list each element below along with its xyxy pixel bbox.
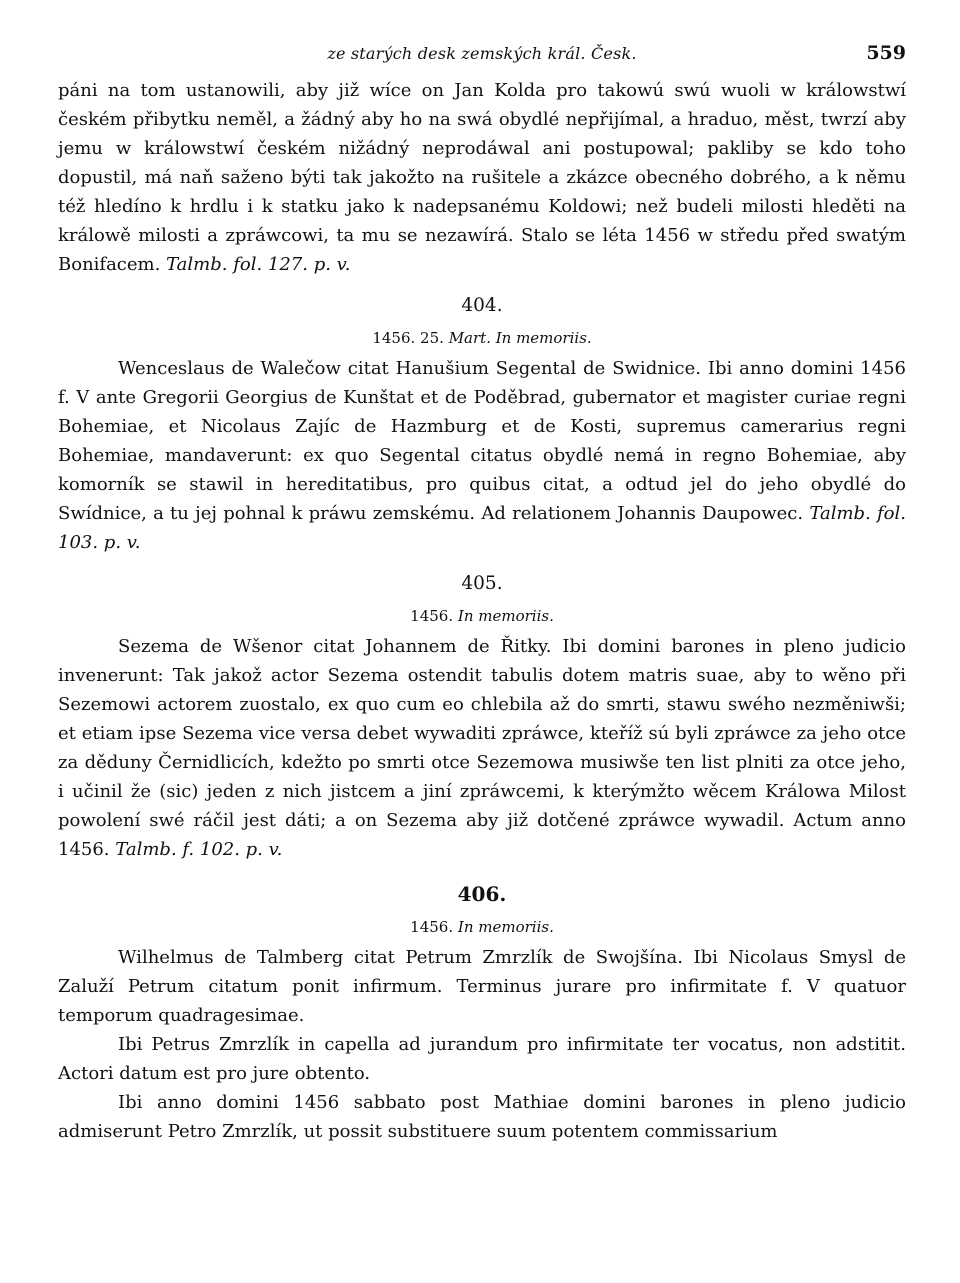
entry-404 (58, 291, 906, 557)
running-title: ze starých desk zemských král. Česk. (327, 44, 637, 63)
entry-date (58, 915, 906, 939)
entry-paragraph: Wilhelmus de Talmberg citat Petrum Zmrzlík de Swojšína. Ibi Nicolaus Smysl de Zaluží Petrum citatum ponit infirmum. Terminus jurare pro infirmitate f. V quatuor temporum quadragesimae. (58, 947, 906, 1026)
entry-date-year: 1456. (410, 918, 454, 936)
entry-date (58, 604, 906, 628)
entry-paragraph: Ibi anno domini 1456 sabbato post Mathiae domini barones in pleno judicio admiserunt Petro Zmrzlík, ut possit substituere suum potentem commissarium (58, 1092, 906, 1142)
entry-paragraph (58, 354, 906, 557)
entry-reference: Talmb. f. 102. p. v. (115, 839, 283, 860)
entry-405 (58, 569, 906, 864)
entry-date-note: In memoriis. (457, 607, 554, 625)
entry-date-note: In memoriis. (457, 918, 554, 936)
entry-number: 404. (461, 295, 503, 316)
entry-number: 406. (457, 882, 507, 906)
entry-date-year: 1456. 25. (372, 329, 444, 347)
entry-number: 405. (461, 573, 503, 594)
entry-paragraph: Ibi Petrus Zmrzlík in capella ad jurandum pro infirmitate ter vocatus, non adstitit. Actori datum est pro jure obtento. (58, 1034, 906, 1084)
entry-paragraph (58, 632, 906, 864)
document-page (58, 38, 906, 1146)
page-number: 559 (866, 42, 906, 64)
intro-text: páni na tom ustanowili, aby již wíce on Jan Kolda pro takowú swú wuoli w králowstwí českém přibytku neměl, a žádný aby ho na swá obydlé nepřijímal, a hraduo, měst, twrzí aby jemu w králowstwí českém nižádný neprodáwal ani postupowal; pakliby se kdo toho dopustil, má naň saženo býti tak jakožto na rušitele a zkázce obecného dobrého, a k němu též hledíno k hrdlu i k statku jako k nadepsanému Koldowi; než budeli milosti hleděti na králowě milosti a zpráwcowi, ta mu se nezawírá. Stalo se léta 1456 w středu před swatým Bonifacem. (58, 80, 906, 275)
intro-paragraph (58, 76, 906, 279)
running-head (58, 38, 906, 76)
entry-date-year: 1456. (410, 607, 454, 625)
entry-text: Sezema de Wšenor citat Johannem de Řitky. Ibi domini barones in pleno judicio invenerunt: Tak jakož actor Sezema ostendit tabulis dotem matris suae, aby to wěno při Sezemowi actorem zuostalo, ex quo cum eo chlebila až do smrti, stawu swého nezměniwši; et etiam ipse Sezema vice versa debet wywaditi zpráwce, kteříž sú byli zpráwce za jeho otce za děduny Černidlicích, kdežto po smrti otce Sezemowa musiwše ten list plniti za otce jeho, i učinil že (sic) jeden z nich jistcem a jiní zpráwcemi, k kterýmžto wěcem Králowa Milost powolení swé ráčil jest dáti; a on Sezema aby již dotčené zpráwce wywadil. Actum anno 1456. (58, 636, 906, 860)
entry-406 (58, 880, 906, 1146)
entry-reference: Talmb. fol. 103. p. v. (58, 503, 906, 553)
intro-reference: Talmb. fol. 127. p. v. (166, 254, 351, 275)
entry-date-note: Mart. In memoriis. (448, 329, 592, 347)
entry-text: Wenceslaus de Walečow citat Hanušium Segental de Swidnice. Ibi anno domini 1456 f. V ante Gregorii Georgius de Kunštat et de Poděbrad, gubernator et magister curiae regni Bohemiae, et Nicolaus Zajíc de Hazmburg et de Kosti, supremus camerarius regni Bohemiae, mandaverunt: ex quo Segental citatus obydlé nemá in regno Bohemiae, aby komorník se stawil in hereditatibus, pro quibus citat, a odtud jel do jeho obydlé do Swídnice, a tu jej pohnal k práwu zemskému. Ad relationem Johannis Daupowec. (58, 358, 906, 524)
entry-date (58, 326, 906, 350)
